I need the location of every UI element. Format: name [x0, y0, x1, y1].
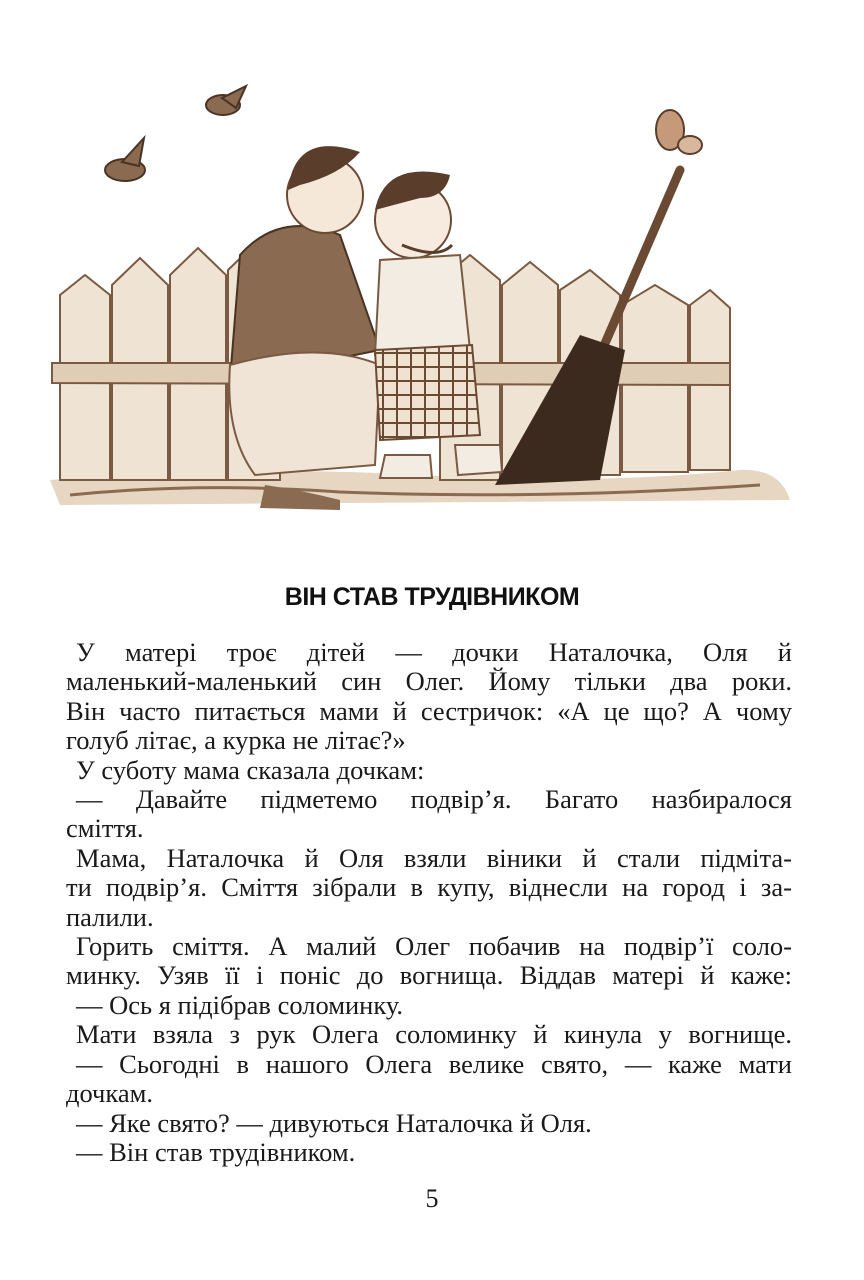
text-line: — Яке свято? — дивуються Наталочка й Оля.	[76, 1107, 592, 1138]
text-line: ти подвір’я. Сміття зібрали в купу, віднесли на город і за-	[66, 872, 792, 903]
story-text	[66, 638, 792, 1167]
text-line: дочкам.	[66, 1078, 154, 1109]
page-title: ВІН СТАВ ТРУДІВНИКОМ	[284, 583, 580, 611]
illustration	[40, 80, 800, 540]
text-line: — Він став трудівником.	[76, 1136, 356, 1167]
page-number: 5	[425, 1184, 439, 1213]
mother	[229, 146, 380, 510]
text-line: минку. Узяв її і поніс до вогнища. Віддав матері й каже:	[66, 960, 792, 991]
text-line: палили.	[66, 901, 154, 932]
text-line: — Сьогодні в нашого Олега велике свято, — каже мати	[76, 1048, 792, 1079]
text-line: У матері троє дітей — дочки Наталочка, Оля й	[76, 637, 792, 667]
text-line: — Ось я підібрав соломинку.	[76, 989, 404, 1020]
butterfly-icon	[656, 110, 702, 154]
text-line: маленький-маленький син Олег. Йому тільки два роки.	[66, 666, 792, 697]
text-line: У суботу мама сказала дочкам:	[76, 754, 425, 785]
text-line: Мати взяла з рук Олега соломинку й кинула у вогнище.	[76, 1019, 792, 1050]
text-line: сміття.	[66, 813, 144, 844]
text-line: Горить сміття. А малий Олег побачив на подвір’ї соло-	[76, 931, 792, 962]
text-line: голуб літає, а курка не літає?»	[66, 725, 406, 756]
text-line: Він часто питається мами й сестричок: «А це що? А чому	[66, 695, 792, 726]
text-line: Мама, Наталочка й Оля взяли віники й стали підміта-	[76, 842, 792, 873]
text-line: — Давайте підметемо подвір’я. Багато назбиралося	[76, 784, 792, 815]
bird-icon	[105, 86, 246, 181]
